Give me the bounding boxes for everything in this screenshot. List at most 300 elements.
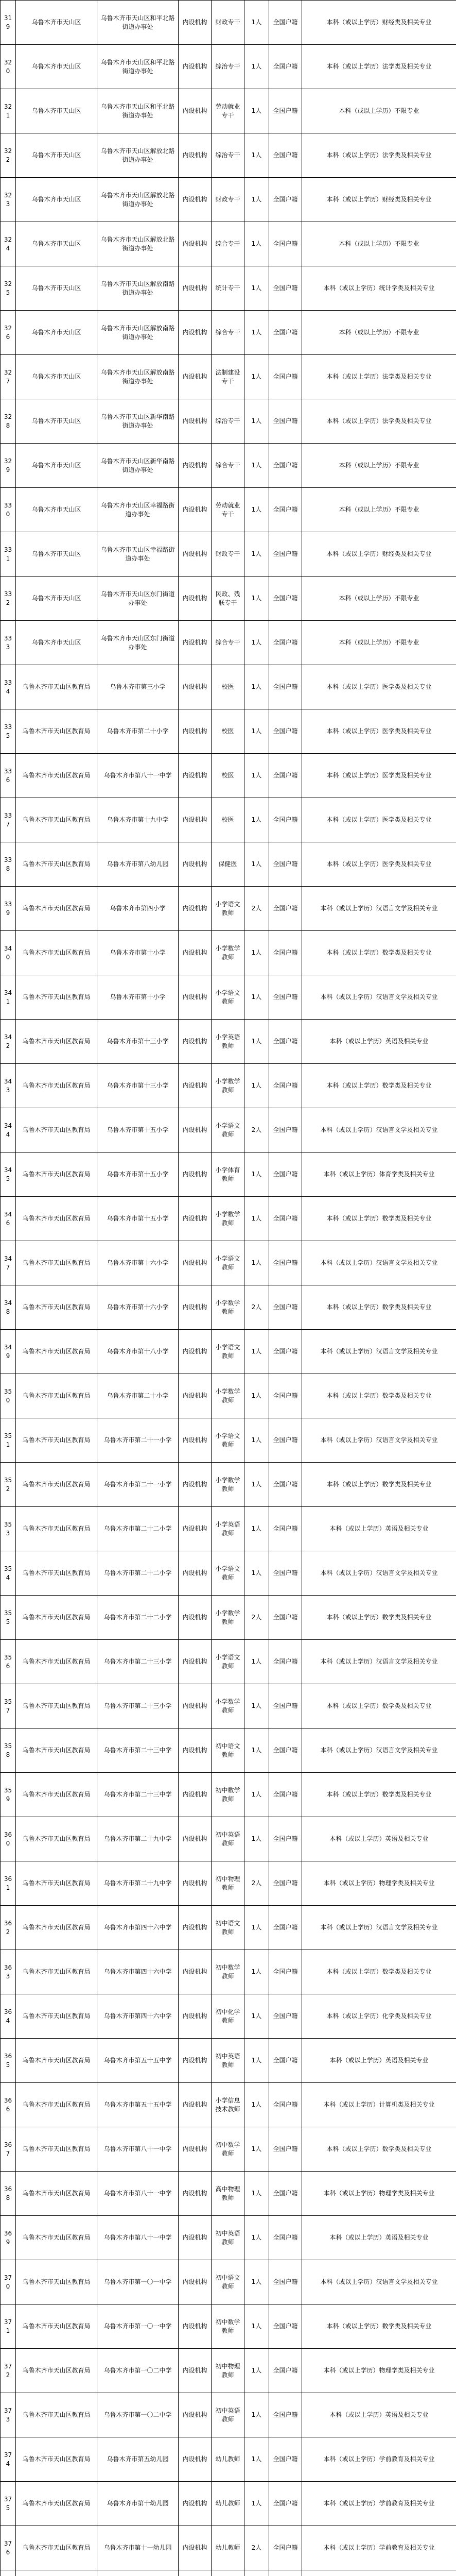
education-requirement-cell: 本科（或以上学历）汉语言文学及相关专业 — [302, 1906, 456, 1950]
education-requirement-cell: 本科（或以上学历）不限专业 — [302, 89, 456, 133]
position-name-cell: 小学英语教师 — [212, 1020, 244, 1064]
row-number-cell: 368 — [1, 2172, 16, 2216]
department-type-cell: 内设机构 — [179, 2482, 212, 2526]
organization-name-cell: 乌鲁木齐市第二十二小学 — [97, 1551, 179, 1596]
department-type-cell: 内设机构 — [179, 1684, 212, 1728]
table-row — [1, 1020, 456, 1064]
hiring-unit-cell: 乌鲁木齐市天山区教育局 — [16, 1684, 97, 1728]
education-requirement-cell: 本科（或以上学历）数学类及相关专业 — [302, 1596, 456, 1640]
hiring-unit-cell: 乌鲁木齐市天山区教育局 — [16, 1064, 97, 1108]
education-requirement-cell: 本科（或以上学历）医学类及相关专业 — [302, 798, 456, 842]
table-row — [1, 1950, 456, 1994]
table-row — [1, 2260, 456, 2304]
household-scope-cell: 全国户籍 — [269, 1551, 302, 1596]
organization-name-cell: 乌鲁木齐市第二十二小学 — [97, 1596, 179, 1640]
department-type-cell: 内设机构 — [179, 2083, 212, 2127]
row-number-cell: 364 — [1, 1994, 16, 2039]
household-scope-cell: 全国户籍 — [269, 2127, 302, 2172]
row-number-cell: 373 — [1, 2393, 16, 2437]
household-scope-cell: 全国户籍 — [269, 621, 302, 665]
row-number-cell: 327 — [1, 355, 16, 399]
table-row — [1, 2304, 456, 2349]
household-scope-cell: 全国户籍 — [269, 1, 302, 45]
organization-name-cell: 乌鲁木齐市天山区东门街道办事处 — [97, 621, 179, 665]
row-number-cell: 365 — [1, 2039, 16, 2083]
hiring-count-cell: 1人 — [244, 1773, 269, 1817]
hiring-unit-cell: 乌鲁木齐市天山区教育局 — [16, 2437, 97, 2482]
row-number-cell: 374 — [1, 2437, 16, 2482]
table-row — [1, 45, 456, 89]
education-requirement-cell: 本科（或以上学历）汉语言文学及相关专业 — [302, 1108, 456, 1153]
row-number-cell: 376 — [1, 2526, 16, 2570]
education-requirement-cell: 本科（或以上学历）学前教育及相关专业 — [302, 2482, 456, 2526]
household-scope-cell: 全国户籍 — [269, 133, 302, 178]
row-number-cell: 344 — [1, 1108, 16, 1153]
hiring-count-cell: 1人 — [244, 754, 269, 798]
household-scope-cell: 全国户籍 — [269, 1108, 302, 1153]
education-requirement-cell: 本科（或以上学历）汉语言文学及相关专业 — [302, 1640, 456, 1684]
position-name-cell: 综治专干 — [212, 45, 244, 89]
education-requirement-cell — [302, 2570, 456, 2576]
household-scope-cell: 全国户籍 — [269, 2260, 302, 2304]
table-row — [1, 842, 456, 887]
hiring-unit-cell: 乌鲁木齐市天山区教育局 — [16, 1906, 97, 1950]
organization-name-cell: 乌鲁木齐市第十六小学 — [97, 1241, 179, 1285]
position-name-cell: 初中语文教师 — [212, 2260, 244, 2304]
table-row — [1, 975, 456, 1020]
hiring-count-cell: 1人 — [244, 2437, 269, 2482]
hiring-unit-cell: 乌鲁木齐市天山区 — [16, 222, 97, 266]
table-row — [1, 1108, 456, 1153]
row-number-cell: 356 — [1, 1640, 16, 1684]
row-number-cell: 319 — [1, 1, 16, 45]
hiring-count-cell: 1人 — [244, 2216, 269, 2260]
household-scope-cell: 全国户籍 — [269, 2083, 302, 2127]
position-name-cell: 小学数学教师 — [212, 1064, 244, 1108]
table-row — [1, 1285, 456, 1330]
table-body — [1, 1, 456, 2576]
position-name-cell: 小学语文教师 — [212, 1330, 244, 1374]
table-row — [1, 399, 456, 444]
position-name-cell: 小学数学教师 — [212, 1197, 244, 1241]
hiring-count-cell: 1人 — [244, 45, 269, 89]
hiring-unit-cell: 乌鲁木齐市天山区教育局 — [16, 1950, 97, 1994]
education-requirement-cell: 本科（或以上学历）财经类及相关专业 — [302, 532, 456, 577]
table-row — [1, 1374, 456, 1418]
department-type-cell: 内设机构 — [179, 45, 212, 89]
table-row — [1, 1197, 456, 1241]
table-row — [1, 1064, 456, 1108]
department-type-cell: 内设机构 — [179, 2304, 212, 2349]
education-requirement-cell: 本科（或以上学历）英语及相关专业 — [302, 1020, 456, 1064]
hiring-count-cell: 1人 — [244, 2039, 269, 2083]
education-requirement-cell: 本科（或以上学历）数学类及相关专业 — [302, 1197, 456, 1241]
hiring-unit-cell: 乌鲁木齐市天山区教育局 — [16, 1817, 97, 1861]
education-requirement-cell: 本科（或以上学历）数学类及相关专业 — [302, 1773, 456, 1817]
education-requirement-cell: 本科（或以上学历）英语及相关专业 — [302, 2216, 456, 2260]
hiring-unit-cell: 乌鲁木齐市天山区 — [16, 178, 97, 222]
hiring-count-cell: 1人 — [244, 2304, 269, 2349]
education-requirement-cell: 本科（或以上学历）数学类及相关专业 — [302, 1374, 456, 1418]
position-name-cell: 初中数学教师 — [212, 1950, 244, 1994]
hiring-count-cell: 1人 — [244, 577, 269, 621]
row-number-cell: 323 — [1, 178, 16, 222]
household-scope-cell: 全国户籍 — [269, 931, 302, 975]
position-name-cell: 小学数学教师 — [212, 1374, 244, 1418]
household-scope-cell: 全国户籍 — [269, 1285, 302, 1330]
organization-name-cell: 乌鲁木齐市第十五小学 — [97, 1153, 179, 1197]
household-scope-cell: 全国户籍 — [269, 1728, 302, 1773]
hiring-unit-cell: 乌鲁木齐市天山区 — [16, 45, 97, 89]
hiring-count-cell: 1人 — [244, 399, 269, 444]
hiring-unit-cell: 乌鲁木齐市天山区教育局 — [16, 1241, 97, 1285]
table-row — [1, 798, 456, 842]
department-type-cell: 内设机构 — [179, 444, 212, 488]
position-name-cell: 初中物理教师 — [212, 1861, 244, 1906]
row-number-cell: 334 — [1, 665, 16, 709]
household-scope-cell — [269, 2570, 302, 2576]
education-requirement-cell: 本科（或以上学历）计算机类及相关专业 — [302, 2083, 456, 2127]
department-type-cell: 内设机构 — [179, 975, 212, 1020]
household-scope-cell: 全国户籍 — [269, 1817, 302, 1861]
position-name-cell: 小学数学教师 — [212, 1596, 244, 1640]
hiring-unit-cell: 乌鲁木齐市天山区教育局 — [16, 2127, 97, 2172]
organization-name-cell: 乌鲁木齐市第四十六中学 — [97, 1906, 179, 1950]
organization-name-cell: 乌鲁木齐市第八十一中学 — [97, 2216, 179, 2260]
organization-name-cell: 乌鲁木齐市第十三小学 — [97, 1064, 179, 1108]
position-name-cell: 校医 — [212, 798, 244, 842]
organization-name-cell: 乌鲁木齐市第一〇一中学 — [97, 2260, 179, 2304]
table-row — [1, 488, 456, 532]
hiring-count-cell: 1人 — [244, 1994, 269, 2039]
hiring-count-cell: 1人 — [244, 1507, 269, 1551]
department-type-cell: 内设机构 — [179, 399, 212, 444]
hiring-unit-cell: 乌鲁木齐市天山区教育局 — [16, 798, 97, 842]
row-number-cell: 337 — [1, 798, 16, 842]
position-name-cell: 劳动就业专干 — [212, 488, 244, 532]
position-name-cell: 小学语文教师 — [212, 1241, 244, 1285]
table-row — [1, 2526, 456, 2570]
table-row — [1, 2437, 456, 2482]
department-type-cell: 内设机构 — [179, 2172, 212, 2216]
department-type-cell: 内设机构 — [179, 577, 212, 621]
department-type-cell: 内设机构 — [179, 2127, 212, 2172]
department-type-cell: 内设机构 — [179, 311, 212, 355]
department-type-cell: 内设机构 — [179, 1020, 212, 1064]
department-type-cell: 内设机构 — [179, 842, 212, 887]
department-type-cell: 内设机构 — [179, 2526, 212, 2570]
hiring-unit-cell: 乌鲁木齐市天山区教育局 — [16, 1374, 97, 1418]
position-name-cell: 小学信息技术教师 — [212, 2083, 244, 2127]
hiring-unit-cell: 乌鲁木齐市天山区教育局 — [16, 1994, 97, 2039]
row-number-cell: 355 — [1, 1596, 16, 1640]
row-number-cell: 335 — [1, 709, 16, 754]
hiring-count-cell: 2人 — [244, 1285, 269, 1330]
position-name-cell: 财政专干 — [212, 1, 244, 45]
organization-name-cell: 乌鲁木齐市第十八小学 — [97, 1330, 179, 1374]
row-number-cell: 366 — [1, 2083, 16, 2127]
hiring-unit-cell: 乌鲁木齐市天山区 — [16, 266, 97, 311]
table-row — [1, 1330, 456, 1374]
department-type-cell: 内设机构 — [179, 532, 212, 577]
organization-name-cell: 乌鲁木齐市天山区解放北路街道办事处 — [97, 133, 179, 178]
table-row — [1, 2349, 456, 2393]
organization-name-cell: 乌鲁木齐市第四小学 — [97, 887, 179, 931]
row-number-cell: 339 — [1, 887, 16, 931]
table-row — [1, 2127, 456, 2172]
table-row — [1, 1994, 456, 2039]
education-requirement-cell: 本科（或以上学历）医学类及相关专业 — [302, 665, 456, 709]
hiring-count-cell: 1人 — [244, 1197, 269, 1241]
hiring-count-cell: 1人 — [244, 89, 269, 133]
hiring-unit-cell: 乌鲁木齐市天山区教育局 — [16, 2482, 97, 2526]
position-name-cell: 民政、残联专干 — [212, 577, 244, 621]
education-requirement-cell: 本科（或以上学历）法学类及相关专业 — [302, 45, 456, 89]
position-name-cell: 综合专干 — [212, 621, 244, 665]
row-number-cell: 370 — [1, 2260, 16, 2304]
position-name-cell: 小学语文教师 — [212, 1551, 244, 1596]
position-name-cell: 幼儿教师 — [212, 2482, 244, 2526]
position-name-cell: 初中英语教师 — [212, 1817, 244, 1861]
education-requirement-cell: 本科（或以上学历）学前教育及相关专业 — [302, 2437, 456, 2482]
education-requirement-cell: 本科（或以上学历）财经类及相关专业 — [302, 1, 456, 45]
position-name-cell: 初中数学教师 — [212, 2127, 244, 2172]
household-scope-cell: 全国户籍 — [269, 2039, 302, 2083]
hiring-count-cell: 1人 — [244, 1241, 269, 1285]
organization-name-cell: 乌鲁木齐市第二十二小学 — [97, 1507, 179, 1551]
row-number-cell: 340 — [1, 931, 16, 975]
hiring-count-cell: 1人 — [244, 1020, 269, 1064]
organization-name-cell: 乌鲁木齐市第五十五中学 — [97, 2083, 179, 2127]
hiring-count-cell: 1人 — [244, 532, 269, 577]
organization-name-cell: 乌鲁木齐市第二十小学 — [97, 709, 179, 754]
hiring-unit-cell: 乌鲁木齐市天山区教育局 — [16, 2393, 97, 2437]
hiring-count-cell: 1人 — [244, 133, 269, 178]
hiring-unit-cell: 乌鲁木齐市天山区教育局 — [16, 931, 97, 975]
organization-name-cell: 乌鲁木齐市第二十九中学 — [97, 1817, 179, 1861]
organization-name-cell: 乌鲁木齐市第十小学 — [97, 931, 179, 975]
household-scope-cell: 全国户籍 — [269, 2304, 302, 2349]
hiring-count-cell: 1人 — [244, 1950, 269, 1994]
table-row — [1, 665, 456, 709]
position-name-cell: 校医 — [212, 709, 244, 754]
household-scope-cell: 全国户籍 — [269, 45, 302, 89]
organization-name-cell: 乌鲁木齐市第四十六中学 — [97, 1950, 179, 1994]
department-type-cell: 内设机构 — [179, 1507, 212, 1551]
organization-name-cell: 乌鲁木齐市第八十一中学 — [97, 754, 179, 798]
hiring-count-cell: 1人 — [244, 266, 269, 311]
hiring-count-cell: 1人 — [244, 621, 269, 665]
table-row — [1, 1418, 456, 1463]
household-scope-cell: 全国户籍 — [269, 355, 302, 399]
household-scope-cell: 全国户籍 — [269, 2437, 302, 2482]
department-type-cell: 内设机构 — [179, 887, 212, 931]
organization-name-cell: 乌鲁木齐市天山区幸福路街道办事处 — [97, 532, 179, 577]
hiring-count-cell: 1人 — [244, 1330, 269, 1374]
table-row — [1, 887, 456, 931]
education-requirement-cell: 本科（或以上学历）统计学类及相关专业 — [302, 266, 456, 311]
education-requirement-cell: 本科（或以上学历）医学类及相关专业 — [302, 709, 456, 754]
position-name-cell: 初中数学教师 — [212, 2304, 244, 2349]
position-name-cell: 初中英语教师 — [212, 2393, 244, 2437]
household-scope-cell: 全国户籍 — [269, 1197, 302, 1241]
department-type-cell: 内设机构 — [179, 1418, 212, 1463]
hiring-count-cell: 2人 — [244, 887, 269, 931]
household-scope-cell: 全国户籍 — [269, 1064, 302, 1108]
hiring-unit-cell: 乌鲁木齐市天山区 — [16, 532, 97, 577]
household-scope-cell: 全国户籍 — [269, 798, 302, 842]
organization-name-cell: 乌鲁木齐市天山区解放北路街道办事处 — [97, 222, 179, 266]
organization-name-cell: 乌鲁木齐市第十六小学 — [97, 1285, 179, 1330]
table-row — [1, 1551, 456, 1596]
education-requirement-cell: 本科（或以上学历）数学类及相关专业 — [302, 1285, 456, 1330]
hiring-unit-cell: 乌鲁木齐市天山区教育局 — [16, 2349, 97, 2393]
hiring-unit-cell: 乌鲁木齐市天山区 — [16, 399, 97, 444]
position-name-cell: 校医 — [212, 665, 244, 709]
household-scope-cell: 全国户籍 — [269, 665, 302, 709]
position-name-cell: 小学体育教师 — [212, 1153, 244, 1197]
hiring-unit-cell: 乌鲁木齐市天山区教育局 — [16, 2216, 97, 2260]
household-scope-cell: 全国户籍 — [269, 1020, 302, 1064]
department-type-cell: 内设机构 — [179, 754, 212, 798]
hiring-unit-cell: 乌鲁木齐市天山区教育局 — [16, 754, 97, 798]
hiring-count-cell: 2人 — [244, 2526, 269, 2570]
household-scope-cell: 全国户籍 — [269, 709, 302, 754]
table-row — [1, 532, 456, 577]
hiring-unit-cell: 乌鲁木齐市天山区 — [16, 133, 97, 178]
hiring-unit-cell: 乌鲁木齐市天山区教育局 — [16, 1640, 97, 1684]
position-name-cell: 财政专干 — [212, 532, 244, 577]
education-requirement-cell: 本科（或以上学历）英语及相关专业 — [302, 2393, 456, 2437]
household-scope-cell: 全国户籍 — [269, 222, 302, 266]
household-scope-cell: 全国户籍 — [269, 2349, 302, 2393]
hiring-unit-cell: 乌鲁木齐市天山区教育局 — [16, 2039, 97, 2083]
household-scope-cell: 全国户籍 — [269, 532, 302, 577]
hiring-unit-cell: 乌鲁木齐市天山区教育局 — [16, 887, 97, 931]
position-name-cell: 幼儿教师 — [212, 2437, 244, 2482]
organization-name-cell: 乌鲁木齐市第二十小学 — [97, 1374, 179, 1418]
row-number-cell: 336 — [1, 754, 16, 798]
education-requirement-cell: 本科（或以上学历）数学类及相关专业 — [302, 1463, 456, 1507]
household-scope-cell: 全国户籍 — [269, 2482, 302, 2526]
organization-name-cell: 乌鲁木齐市第二十三小学 — [97, 1640, 179, 1684]
table-row — [1, 266, 456, 311]
hiring-unit-cell — [16, 2570, 97, 2576]
hiring-unit-cell: 乌鲁木齐市天山区教育局 — [16, 1728, 97, 1773]
position-name-cell: 劳动就业专干 — [212, 89, 244, 133]
department-type-cell: 内设机构 — [179, 665, 212, 709]
position-name-cell: 综合专干 — [212, 444, 244, 488]
row-number-cell: 361 — [1, 1861, 16, 1906]
education-requirement-cell: 本科（或以上学历）不限专业 — [302, 222, 456, 266]
row-number-cell: 329 — [1, 444, 16, 488]
row-number-cell: 320 — [1, 45, 16, 89]
education-requirement-cell: 本科（或以上学历）数学类及相关专业 — [302, 1950, 456, 1994]
position-name-cell: 小学语文教师 — [212, 1640, 244, 1684]
education-requirement-cell: 本科（或以上学历）数学类及相关专业 — [302, 931, 456, 975]
household-scope-cell: 全国户籍 — [269, 2526, 302, 2570]
education-requirement-cell: 本科（或以上学历）不限专业 — [302, 311, 456, 355]
hiring-count-cell: 1人 — [244, 842, 269, 887]
household-scope-cell: 全国户籍 — [269, 1374, 302, 1418]
department-type-cell: 内设机构 — [179, 1596, 212, 1640]
row-number-cell — [1, 2570, 16, 2576]
education-requirement-cell: 本科（或以上学历）汉语言文学及相关专业 — [302, 975, 456, 1020]
education-requirement-cell: 本科（或以上学历）汉语言文学及相关专业 — [302, 2260, 456, 2304]
hiring-unit-cell: 乌鲁木齐市天山区教育局 — [16, 842, 97, 887]
position-name-cell: 初中英语教师 — [212, 2039, 244, 2083]
hiring-unit-cell: 乌鲁木齐市天山区教育局 — [16, 1418, 97, 1463]
table-row — [1, 1640, 456, 1684]
table-row — [1, 1507, 456, 1551]
education-requirement-cell: 本科（或以上学历）财经类及相关专业 — [302, 178, 456, 222]
hiring-unit-cell: 乌鲁木齐市天山区 — [16, 577, 97, 621]
hiring-count-cell: 1人 — [244, 1418, 269, 1463]
education-requirement-cell: 本科（或以上学历）不限专业 — [302, 621, 456, 665]
organization-name-cell: 乌鲁木齐市第五十五中学 — [97, 2039, 179, 2083]
organization-name-cell: 乌鲁木齐市第三小学 — [97, 665, 179, 709]
department-type-cell: 内设机构 — [179, 1153, 212, 1197]
education-requirement-cell: 本科（或以上学历）汉语言文学及相关专业 — [302, 1241, 456, 1285]
organization-name-cell — [97, 2570, 179, 2576]
organization-name-cell: 乌鲁木齐市第十五小学 — [97, 1197, 179, 1241]
department-type-cell: 内设机构 — [179, 931, 212, 975]
household-scope-cell: 全国户籍 — [269, 1507, 302, 1551]
department-type-cell: 内设机构 — [179, 222, 212, 266]
department-type-cell: 内设机构 — [179, 2216, 212, 2260]
hiring-unit-cell: 乌鲁木齐市天山区教育局 — [16, 1463, 97, 1507]
table-row — [1, 133, 456, 178]
row-number-cell: 359 — [1, 1773, 16, 1817]
row-number-cell: 357 — [1, 1684, 16, 1728]
hiring-unit-cell: 乌鲁木齐市天山区 — [16, 1, 97, 45]
hiring-count-cell: 2人 — [244, 1861, 269, 1906]
education-requirement-cell: 本科（或以上学历）英语及相关专业 — [302, 2039, 456, 2083]
household-scope-cell: 全国户籍 — [269, 842, 302, 887]
hiring-unit-cell: 乌鲁木齐市天山区教育局 — [16, 2260, 97, 2304]
hiring-unit-cell: 乌鲁木齐市天山区教育局 — [16, 1861, 97, 1906]
row-number-cell: 331 — [1, 532, 16, 577]
department-type-cell: 内设机构 — [179, 1285, 212, 1330]
hiring-unit-cell: 乌鲁木齐市天山区教育局 — [16, 709, 97, 754]
hiring-count-cell: 1人 — [244, 2083, 269, 2127]
position-name-cell — [212, 2570, 244, 2576]
position-name-cell: 初中语文教师 — [212, 1906, 244, 1950]
row-number-cell: 332 — [1, 577, 16, 621]
department-type-cell: 内设机构 — [179, 1108, 212, 1153]
hiring-count-cell: 1人 — [244, 355, 269, 399]
row-number-cell: 324 — [1, 222, 16, 266]
row-number-cell: 350 — [1, 1374, 16, 1418]
hiring-unit-cell: 乌鲁木齐市天山区 — [16, 621, 97, 665]
table-row — [1, 2393, 456, 2437]
position-name-cell: 初中化学教师 — [212, 1994, 244, 2039]
organization-name-cell: 乌鲁木齐市第十一幼儿园 — [97, 2526, 179, 2570]
household-scope-cell: 全国户籍 — [269, 89, 302, 133]
hiring-count-cell: 1人 — [244, 1, 269, 45]
row-number-cell: 358 — [1, 1728, 16, 1773]
hiring-count-cell: 1人 — [244, 222, 269, 266]
table-row — [1, 1861, 456, 1906]
position-name-cell: 小学数学教师 — [212, 1285, 244, 1330]
education-requirement-cell: 本科（或以上学历）医学类及相关专业 — [302, 754, 456, 798]
household-scope-cell: 全国户籍 — [269, 1861, 302, 1906]
hiring-count-cell: 1人 — [244, 798, 269, 842]
row-number-cell: 375 — [1, 2482, 16, 2526]
education-requirement-cell: 本科（或以上学历）不限专业 — [302, 488, 456, 532]
department-type-cell: 内设机构 — [179, 2437, 212, 2482]
row-number-cell: 322 — [1, 133, 16, 178]
